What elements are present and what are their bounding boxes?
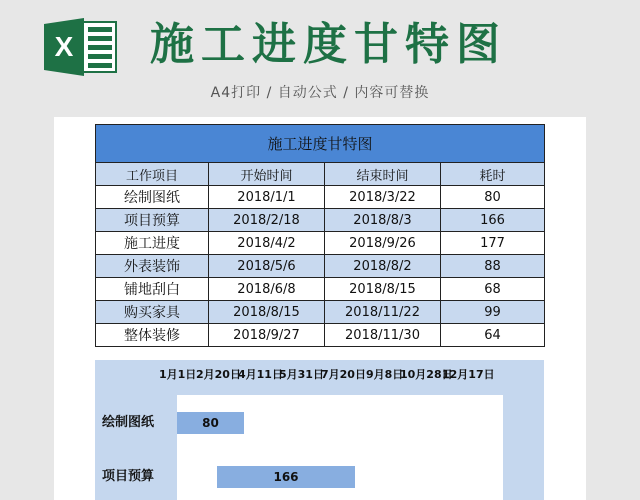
start-date-cell[interactable]: 2018/8/15 — [209, 301, 325, 324]
x-axis-tick-label: 12月17日 — [442, 368, 495, 381]
x-axis-tick-label: 4月11日 — [238, 368, 283, 381]
x-axis-tick-label: 2月20日 — [196, 368, 241, 381]
x-axis-tick-label: 10月28日 — [400, 368, 453, 381]
x-axis-tick-label: 9月8日 — [366, 368, 404, 381]
start-date-cell[interactable]: 2018/9/27 — [209, 324, 325, 347]
excel-logo-letter: X — [54, 31, 74, 62]
start-date-cell[interactable]: 2018/1/1 — [209, 186, 325, 209]
x-axis-tick-label: 5月31日 — [279, 368, 324, 381]
excel-logo-icon — [44, 18, 118, 76]
gantt-bar[interactable]: 166 — [217, 466, 355, 488]
column-header-duration: 耗时 — [441, 163, 545, 186]
x-axis-tick-label: 7月20日 — [321, 368, 366, 381]
task-name-cell[interactable]: 绘制图纸 — [96, 186, 209, 209]
duration-cell[interactable]: 80 — [441, 186, 545, 209]
duration-cell[interactable]: 64 — [441, 324, 545, 347]
schedule-table — [95, 124, 545, 347]
task-name-cell[interactable]: 铺地刮白 — [96, 278, 209, 301]
column-header-start: 开始时间 — [209, 163, 325, 186]
duration-cell[interactable]: 68 — [441, 278, 545, 301]
end-date-cell[interactable]: 2018/8/2 — [325, 255, 441, 278]
task-name-cell[interactable]: 外表装饰 — [96, 255, 209, 278]
gantt-bar[interactable]: 80 — [177, 412, 244, 434]
end-date-cell[interactable]: 2018/9/26 — [325, 232, 441, 255]
end-date-cell[interactable]: 2018/8/15 — [325, 278, 441, 301]
duration-cell[interactable]: 166 — [441, 209, 545, 232]
table-row — [96, 301, 545, 324]
category-label: 绘制图纸 — [102, 415, 155, 430]
end-date-cell[interactable]: 2018/3/22 — [325, 186, 441, 209]
page-subtitle: A4打印 / 自动公式 / 内容可替换 — [210, 85, 430, 101]
task-name-cell[interactable]: 施工进度 — [96, 232, 209, 255]
table-row — [96, 255, 545, 278]
table-caption: 施工进度甘特图 — [96, 125, 545, 163]
duration-cell[interactable]: 88 — [441, 255, 545, 278]
task-name-cell[interactable]: 购买家具 — [96, 301, 209, 324]
table-row — [96, 232, 545, 255]
table-row — [96, 278, 545, 301]
column-header-task: 工作项目 — [96, 163, 209, 186]
duration-cell[interactable]: 177 — [441, 232, 545, 255]
page-title: 施工进度甘特图 — [150, 19, 507, 70]
schedule-table-container — [95, 124, 544, 347]
end-date-cell[interactable]: 2018/11/30 — [325, 324, 441, 347]
start-date-cell[interactable]: 2018/4/2 — [209, 232, 325, 255]
start-date-cell[interactable]: 2018/5/6 — [209, 255, 325, 278]
duration-cell[interactable]: 99 — [441, 301, 545, 324]
end-date-cell[interactable]: 2018/11/22 — [325, 301, 441, 324]
end-date-cell[interactable]: 2018/8/3 — [325, 209, 441, 232]
table-row — [96, 324, 545, 347]
task-name-cell[interactable]: 整体装修 — [96, 324, 209, 347]
column-header-end: 结束时间 — [325, 163, 441, 186]
table-row — [96, 186, 545, 209]
start-date-cell[interactable]: 2018/6/8 — [209, 278, 325, 301]
task-name-cell[interactable]: 项目预算 — [96, 209, 209, 232]
x-axis-tick-label: 1月1日 — [159, 368, 197, 381]
start-date-cell[interactable]: 2018/2/18 — [209, 209, 325, 232]
table-row — [96, 209, 545, 232]
category-label: 项目预算 — [102, 469, 155, 484]
